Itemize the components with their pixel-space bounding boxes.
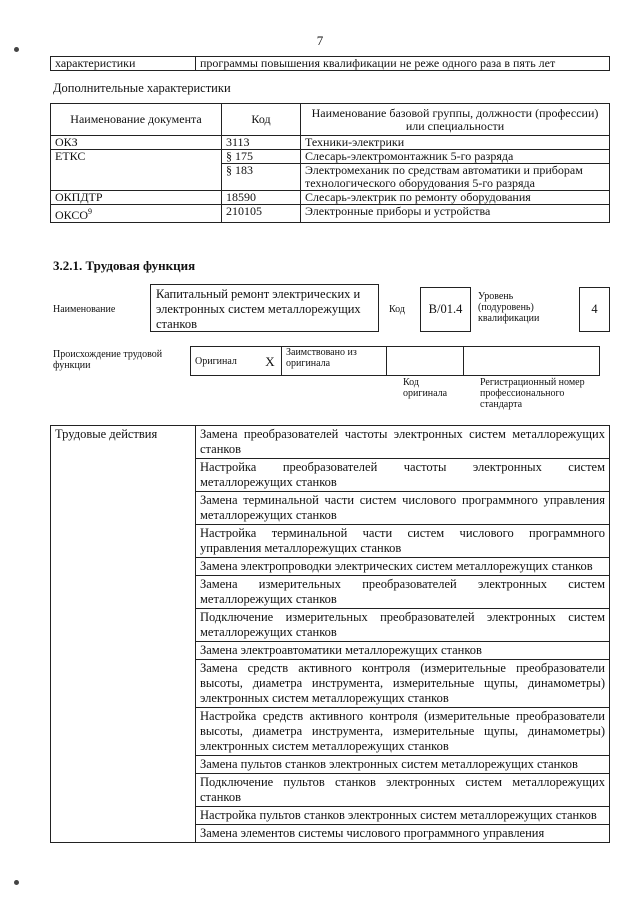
column-header: Наименование базовой группы, должности (профессии) или специальности [301,104,610,136]
section-title: 3.2.1. Трудовая функция [53,258,196,273]
column-header: Наименование документа [51,104,222,136]
code-cell: § 175 [222,150,301,164]
level-value: 4 [591,302,598,316]
extra-characteristics-table [50,103,610,223]
labor-action-item: Настройка преобразователей частоты электронных систем металлорежущих станков [196,459,610,492]
level-box [579,287,610,332]
labor-action-item: Замена пультов станков электронных систем металлорежущих станков [196,756,610,774]
labor-actions-header: Трудовые действия [51,426,196,843]
doc-name-cell [51,205,222,223]
labor-action-item: Замена преобразователей частоты электронных систем металлорежущих станков [196,426,610,459]
row-value: программы повышения квалификации не реже одного раза в пять лет [196,57,610,71]
code-caption: Код оригинала [403,377,448,399]
labor-action-item: Настройка средств активного контроля (измерительные преобразователи высоты, диаметра инструмента, измерительные щупы, динамометры) электронных систем металлорежущих станков [196,708,610,756]
continued-table [50,56,610,71]
table-row [51,150,610,164]
borrowed-label: Заимствовано из оригинала [282,347,387,376]
labor-actions-table [50,425,610,843]
footnote-mark: 9 [88,207,93,216]
table-row [51,136,610,150]
punch-hole-mark [14,880,19,885]
original-label: Оригинал [191,347,260,376]
labor-action-item: Настройка пультов станков электронных систем металлорежущих станков [196,807,610,825]
code-label: Код [389,304,405,315]
origin-reg-cell [464,347,600,376]
table-row [191,347,600,376]
table-row [51,57,610,71]
code-cell: 3113 [222,136,301,150]
labor-action-item: Замена электроавтоматики металлорежущих станков [196,642,610,660]
labor-action-item: Подключение измерительных преобразователей электронных систем металлорежущих станков [196,609,610,642]
reg-caption: Регистрационный номер профессионального стандарта [480,377,585,410]
doc-name-cell: ОКЗ [51,136,222,150]
function-name-label: Наименование [53,304,116,315]
code-cell: 210105 [222,205,301,223]
labor-action-item: Замена электропроводки электрических систем металлорежущих станков [196,558,610,576]
code-box [420,287,471,332]
function-name-box: Капитальный ремонт электрических и электронных систем металлорежущих станков [150,284,379,332]
code-cell: § 183 [222,164,301,191]
group-name-cell: Электромеханик по средствам автоматики и приборам технологического оборудования 5-го разряда [301,164,610,191]
original-mark: X [259,347,282,376]
table-row [51,191,610,205]
labor-action-item: Замена терминальной части систем числового программного управления металлорежущих станков [196,492,610,525]
group-name-cell: Слесарь-электромонтажник 5-го разряда [301,150,610,164]
code-value: B/01.4 [428,302,463,316]
labor-action-item: Подключение пультов станков электронных систем металлорежущих станков [196,774,610,807]
doc-name-cell: ОКПДТР [51,191,222,205]
table-header-row [51,104,610,136]
level-label: Уровень (подуровень) квалификации [478,291,540,324]
page-number: 7 [316,33,324,48]
origin-table [190,346,600,376]
code-cell: 18590 [222,191,301,205]
group-name-cell: Слесарь-электрик по ремонту оборудования [301,191,610,205]
origin-label: Происхождение трудовой функции [53,349,163,371]
group-name-cell: Электронные приборы и устройства [301,205,610,223]
doc-name-cell: ЕТКС [51,150,222,191]
table-row [51,426,610,459]
labor-action-item: Замена элементов системы числового программного управления [196,825,610,843]
labor-action-item: Замена измерительных преобразователей электронных систем металлорежущих станков [196,576,610,609]
table-row [51,205,610,223]
column-header: Код [222,104,301,136]
group-name-cell: Техники-электрики [301,136,610,150]
labor-action-item: Замена средств активного контроля (измерительные преобразователи высоты, диаметра инструмента, измерительные щупы, динамометры) электронных систем металлорежущих станков [196,660,610,708]
labor-action-item: Настройка терминальной части систем числового программного управления металлорежущих станков [196,525,610,558]
extra-characteristics-title: Дополнительные характеристики [53,81,231,95]
row-label: характеристики [51,57,196,71]
doc-name-text: ОКСО [55,208,89,222]
origin-code-cell [387,347,464,376]
